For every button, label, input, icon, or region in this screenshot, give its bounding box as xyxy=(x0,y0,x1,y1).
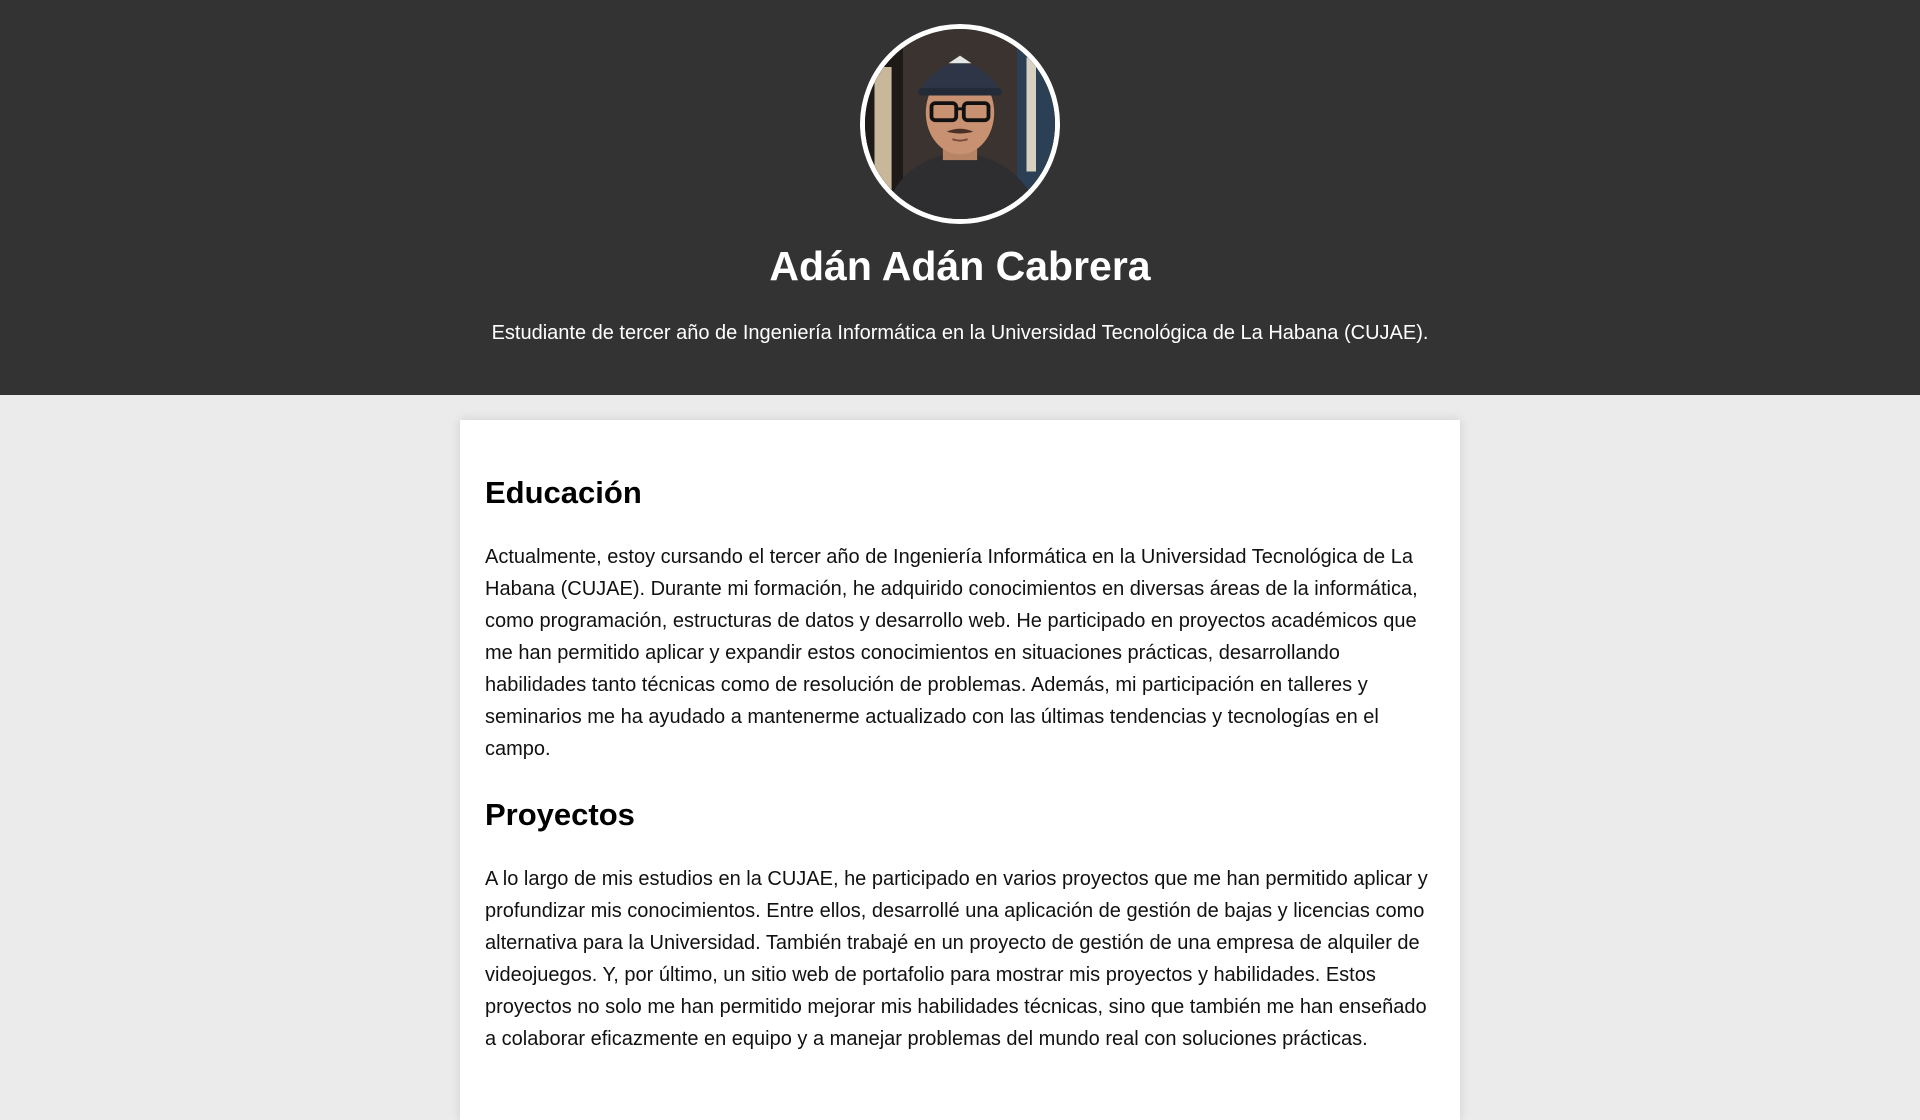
content-card xyxy=(460,420,1460,1120)
section-text-projects: A lo largo de mis estudios en la CUJAE, he participado en varios proyectos que me han permitido aplicar y profundizar mis conocimientos. Entre ellos, desarrollé una aplicación de gestión de bajas y licencias como alternativa para la Universidad. También trabajé en un proyecto de gestión de una empresa de alquiler de videojuegos. Y, por último, un sitio web de portafolio para mostrar mis proyectos y habilidades. Estos proyectos no solo me han permitido mejorar mis habilidades técnicas, sino que también me han enseñado a colaborar eficazmente en equipo y a manejar problemas del mundo real con soluciones prácticas. xyxy=(485,868,1428,1050)
profile-name: Adán Adán Cabrera xyxy=(769,243,1151,289)
profile-subtitle: Estudiante de tercer año de Ingeniería Informática en la Universidad Tecnológica de La Habana (CUJAE). xyxy=(491,322,1429,344)
profile-header xyxy=(0,0,1920,395)
avatar xyxy=(860,24,1060,224)
section-title-projects: Proyectos xyxy=(485,797,635,832)
section-text-education: Actualmente, estoy cursando el tercer año de Ingeniería Informática en la Universidad Tecnológica de La Habana (CUJAE). Durante mi formación, he adquirido conocimientos en diversas áreas de la informática, como programación, estructuras de datos y desarrollo web. He participado en proyectos académicos que me han permitido aplicar y expandir estos conocimientos en situaciones prácticas, desarrollando habilidades tanto técnicas como de resolución de problemas. Además, mi participación en talleres y seminarios me ha ayudado a mantenerme actualizado con las últimas tendencias y tecnologías en el campo. xyxy=(485,546,1418,760)
profile-photo-icon xyxy=(865,29,1055,219)
section-title-education: Educación xyxy=(485,475,642,510)
